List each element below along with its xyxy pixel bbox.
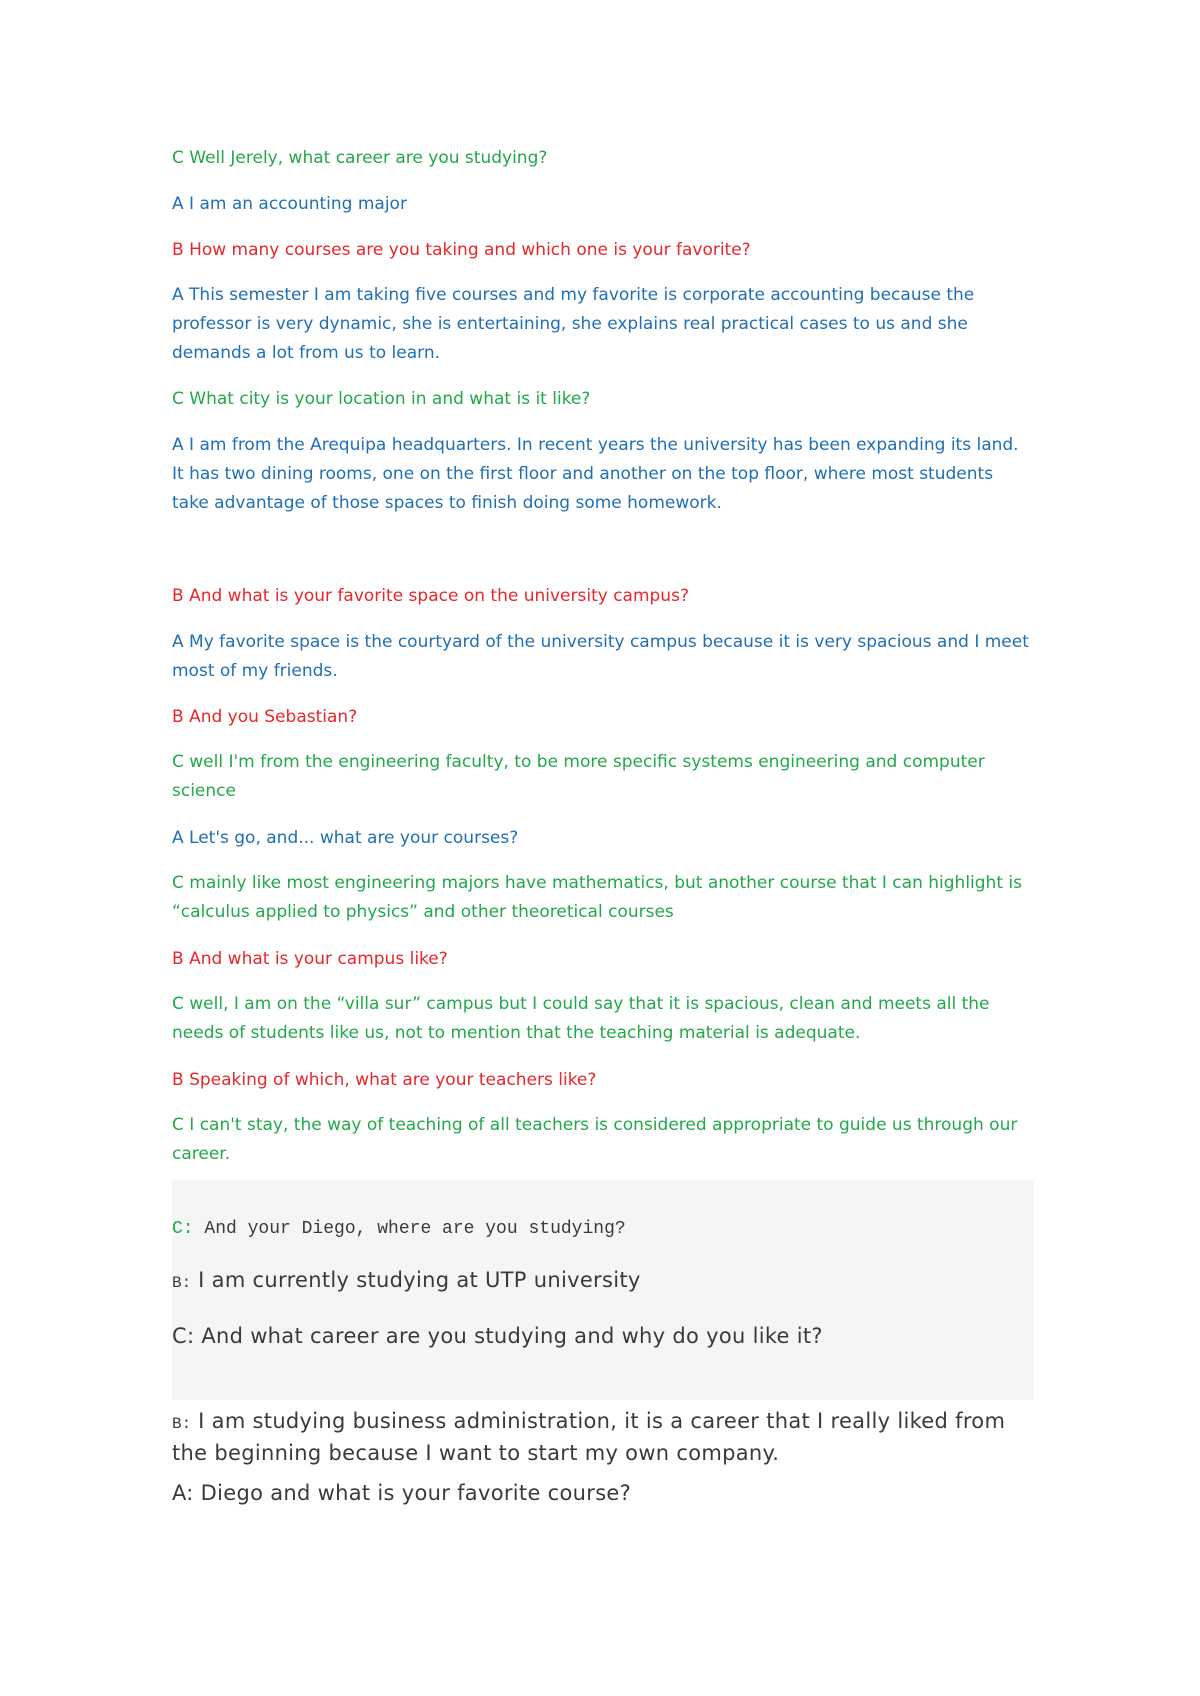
block-text: I am studying business administration, it is a career that I really liked from the beginning because I want to start my own company. xyxy=(172,1409,1006,1465)
dialogue-line: B Speaking of which, what are your teachers like? xyxy=(172,1070,597,1090)
speaker-label: C: xyxy=(172,1219,194,1239)
dialogue-line: C well I'm from the engineering faculty, to be more specific systems engineering and computer science xyxy=(172,752,985,801)
dialogue-line: B And what is your favorite space on the university campus? xyxy=(172,586,689,606)
dialogue-line: A My favorite space is the courtyard of the university campus because it is very spacious and I meet most of my friends. xyxy=(172,632,1029,681)
dialogue-line: A I am an accounting major xyxy=(172,194,407,214)
dialogue-line: C What city is your location in and what is it like? xyxy=(172,389,591,409)
dialogue-line: C well, I am on the “villa sur” campus but I could say that it is spacious, clean and meets all the needs of students like us, not to mention that the teaching material is adequate. xyxy=(172,994,990,1043)
speaker-label: B: xyxy=(172,1415,192,1433)
block-line-5: A: Diego and what is your favorite course? xyxy=(172,1481,632,1505)
block-line-2 xyxy=(172,1266,1034,1298)
block-text: I am currently studying at UTP university xyxy=(191,1268,641,1292)
dialogue-line: B And what is your campus like? xyxy=(172,949,448,969)
dialogue-line: B How many courses are you taking and which one is your favorite? xyxy=(172,240,751,260)
block-line-1 xyxy=(172,1214,1034,1243)
dialogue-line: B And you Sebastian? xyxy=(172,707,358,727)
dialogue-line: C Well Jerely, what career are you studying? xyxy=(172,148,548,168)
dialogue-line: A This semester I am taking five courses and my favorite is corporate accounting because the professor is very dynamic, she is entertaining, she explains real practical cases to us and she demands a lot from us to learn. xyxy=(172,285,975,363)
dialogue-line: A I am from the Arequipa headquarters. In recent years the university has been expanding its land. It has two dining rooms, one on the first floor and another on the top floor, where most students take advantage of those spaces to finish doing some homework. xyxy=(172,435,1019,513)
dialogue-line: A Let's go, and... what are your courses? xyxy=(172,828,519,848)
block-text: And your Diego, where are you studying? xyxy=(193,1219,626,1239)
block-line-3: C: And what career are you studying and why do you like it? xyxy=(172,1324,823,1348)
dialogue-line: C I can't stay, the way of teaching of all teachers is considered appropriate to guide us through our career. xyxy=(172,1115,1018,1164)
dialogue-line: C mainly like most engineering majors have mathematics, but another course that I can highlight is “calculus applied to physics” and other theoretical courses xyxy=(172,873,1022,922)
speaker-label: B: xyxy=(172,1274,192,1292)
block-line-4 xyxy=(172,1407,1034,1470)
